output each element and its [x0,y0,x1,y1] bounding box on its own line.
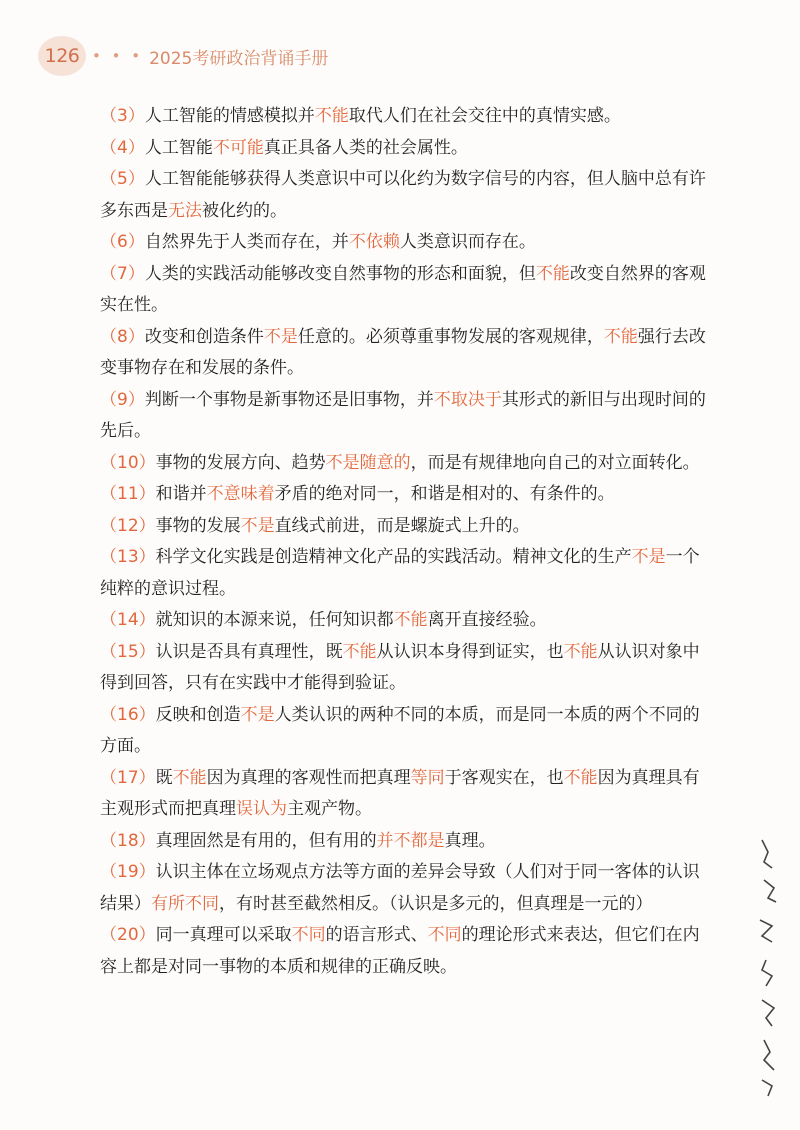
list-item [100,826,716,858]
highlighted-text: 误认为 [236,799,287,819]
list-item [100,637,716,700]
item-text: 真正具备人类的社会属性。 [263,137,468,158]
list-item [100,322,716,385]
list-item [100,857,716,920]
list-item [100,763,716,826]
highlighted-text: 不是 [240,704,275,725]
highlighted-text: 不是随意的 [325,452,411,473]
item-list [100,101,716,983]
book-title: 2025考研政治背诵手册 [149,48,329,69]
item-text: 人类的实践活动能够改变自然事物的形态和面貌，但 [144,263,536,284]
item-text: 和谐并 [155,484,207,504]
item-text: 改变和创造条件 [144,326,264,347]
item-text: ，有时甚至截然相反。（认识是多元的，但真理是一元的） [219,893,653,914]
highlighted-text: 不能 [393,610,428,630]
item-text: 事物的发展 [155,515,241,536]
item-text: 事物的发展方向、趋势 [155,452,326,473]
list-item [100,227,716,259]
item-number: （12） [100,515,156,536]
page-header [38,36,328,76]
item-text: 的语言形式、 [325,925,428,945]
item-number: （5） [100,169,145,189]
highlighted-text: 有所不同 [151,893,219,914]
highlighted-text: 不可能 [212,137,264,158]
highlighted-text: 不能 [535,263,570,284]
highlighted-text: 等同 [410,767,445,788]
item-text: 直线式前进，而是螺旋式上升的。 [274,515,530,536]
item-text: 人类意识而存在。 [399,232,536,252]
item-text: 从认识本身得到证实，也 [376,641,564,662]
list-item [100,605,716,637]
list-item [100,133,716,165]
item-text: 强行去改变事物存在和发展的条件。 [100,326,706,378]
item-text: 矛盾的绝对同一，和谐是相对的、有条件的。 [274,484,615,504]
item-number: （15） [100,641,156,662]
item-text: 自然界先于人类而存在，并 [144,232,349,252]
item-number: （6） [100,232,145,252]
highlighted-text: 不能 [172,767,207,788]
item-text: 人工智能 [144,137,213,158]
item-number: （13） [100,547,156,567]
item-text: 改变自然界的客观实在性。 [100,263,706,315]
item-number: （14） [100,610,156,630]
item-text: 取代人们在社会交往中的真情实感。 [348,106,621,126]
header-dots: • • • [92,47,144,65]
item-text: 其形式的新旧与出现时间的先后。 [100,389,706,441]
item-text: 因为真理具有主观形式而把真理 [100,767,700,819]
list-item [100,542,716,605]
item-number: （9） [100,389,145,410]
highlighted-text: 不能 [563,641,598,662]
list-item [100,385,716,448]
item-text: 认识主体在立场观点方法等方面的差异会导致（人们对于同一客体的认识结果） [100,862,700,914]
item-number: （7） [100,263,145,284]
item-text: 人类认识的两种不同的本质，而是同一本质的两个不同的方面。 [100,704,700,756]
item-text: 就知识的本源来说，任何知识都 [155,610,394,630]
highlighted-text: 不是 [631,547,666,567]
list-item [100,511,716,543]
highlighted-text: 不能 [342,641,377,662]
item-text: 人工智能的情感模拟并 [144,106,315,126]
list-item [100,920,716,983]
item-text: ，而是有规律地向自己的对立面转化。 [410,452,700,473]
item-text: 因为真理的客观性而把真理 [206,767,411,788]
list-item [100,700,716,763]
item-text: 真理固然是有用的，但有用的 [155,830,377,851]
item-number: （3） [100,106,145,126]
page-number-badge [38,36,86,76]
highlighted-text: 不是 [240,515,275,536]
item-text: 科学文化实践是创造精神文化产品的实践活动。精神文化的生产 [155,547,632,567]
list-item [100,164,716,227]
list-item [100,448,716,480]
highlighted-text: 不取决于 [433,389,502,410]
highlighted-text: 不同 [291,925,326,945]
item-text: 被化约的。 [202,200,287,221]
item-text: 判断一个事物是新事物还是旧事物，并 [144,389,434,410]
item-text: 一个纯粹的意识过程。 [100,547,700,599]
page-edge-decoration [754,830,784,1100]
item-number: （8） [100,326,145,347]
highlighted-text: 并不都是 [376,830,445,851]
highlighted-text: 不意味着 [206,484,275,504]
highlighted-text: 不能 [563,767,598,788]
item-text: 反映和创造 [155,704,241,725]
list-item [100,259,716,322]
page-number: 126 [44,45,80,67]
item-number: （10） [100,452,156,473]
item-number: （18） [100,830,156,851]
item-text: 的理论形式来表达，但它们在内容上都是对同一事物的本质和规律的正确反映。 [100,925,700,977]
item-text: 于客观实在，也 [444,767,564,788]
item-text: 主观产物。 [287,799,372,819]
item-text: 同一真理可以采取 [155,925,292,945]
item-text: 从认识对象中得到回答，只有在实践中才能得到验证。 [100,641,700,693]
item-number: （17） [100,767,156,788]
highlighted-text: 不能 [603,326,638,347]
highlighted-text: 无法 [168,200,202,221]
item-number: （20） [100,925,156,945]
item-text: 既 [155,767,173,788]
item-text: 离开直接经验。 [427,610,547,630]
highlighted-text: 不同 [427,925,462,945]
item-number: （4） [100,137,145,158]
list-item [100,479,716,511]
highlighted-text: 不能 [314,106,349,126]
item-number: （16） [100,704,156,725]
list-item [100,101,716,133]
item-text: 真理。 [444,830,496,851]
item-text: 任意的。必须尊重事物发展的客观规律， [297,326,604,347]
item-text: 人工智能能够获得人类意识中可以化约为数字信号的内容，但人脑中总有许多东西是 [100,169,706,221]
highlighted-text: 不依赖 [348,232,400,252]
item-number: （19） [100,862,156,882]
item-text: 认识是否具有真理性，既 [155,641,343,662]
item-number: （11） [100,484,156,504]
highlighted-text: 不是 [263,326,298,347]
